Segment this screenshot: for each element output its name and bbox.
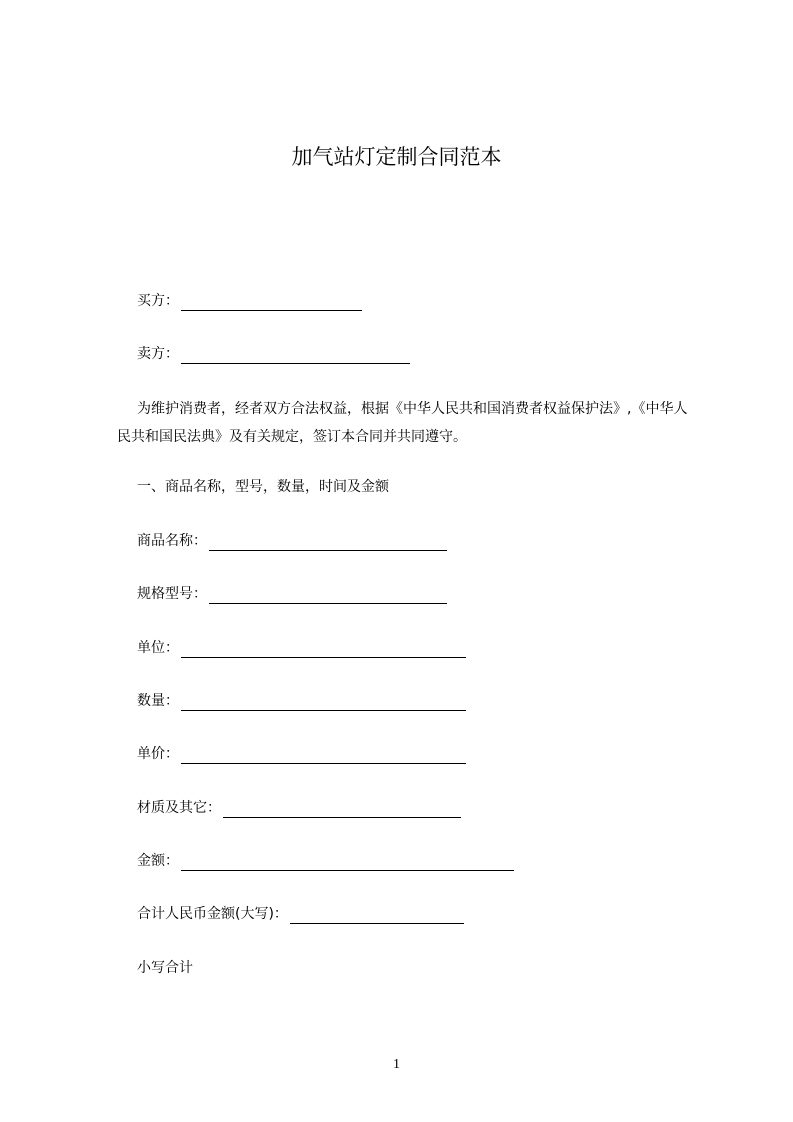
total-rmb-label: 合计人民币金额(大写)： bbox=[137, 906, 288, 922]
subtotal-label: 小写合计 bbox=[137, 960, 193, 976]
amount-blank bbox=[181, 856, 514, 871]
quantity-label: 数量： bbox=[137, 693, 179, 709]
quantity-blank bbox=[181, 696, 466, 711]
spec-model-line bbox=[137, 584, 447, 604]
unit-label: 单位： bbox=[137, 640, 179, 656]
total-rmb-line bbox=[137, 904, 464, 924]
page-number: 1 bbox=[393, 1057, 400, 1072]
buyer-label: 买方： bbox=[137, 293, 179, 309]
section-1-heading: 一、商品名称，型号，数量，时间及金额 bbox=[137, 479, 389, 495]
amount-label: 金额： bbox=[137, 853, 179, 869]
product-name-blank bbox=[209, 536, 447, 551]
unit-price-line bbox=[137, 744, 466, 764]
product-name-label: 商品名称： bbox=[137, 533, 207, 549]
seller-line bbox=[137, 344, 410, 364]
spec-model-label: 规格型号： bbox=[137, 586, 207, 602]
spec-model-blank bbox=[209, 589, 447, 604]
material-blank bbox=[223, 803, 461, 818]
total-rmb-blank bbox=[290, 909, 464, 924]
material-label: 材质及其它： bbox=[137, 800, 221, 816]
material-line bbox=[137, 798, 461, 818]
buyer-blank bbox=[181, 296, 362, 311]
preamble-paragraph: 为维护消费者，经者双方合法权益，根据《中华人民共和国消费者权益保护法》,《中华人民共和国民法典》及有关规定，签订本合同并共同遵守。 bbox=[117, 401, 688, 445]
seller-label: 卖方： bbox=[137, 346, 179, 362]
seller-blank bbox=[181, 349, 410, 364]
unit-line bbox=[137, 638, 466, 658]
amount-line bbox=[137, 851, 514, 871]
product-name-line bbox=[137, 531, 447, 551]
unit-blank bbox=[181, 643, 466, 658]
document-title: 加气站灯定制合同范本 bbox=[291, 145, 502, 169]
unit-price-label: 单价： bbox=[137, 746, 179, 762]
buyer-line bbox=[137, 291, 362, 311]
quantity-line bbox=[137, 691, 466, 711]
unit-price-blank bbox=[181, 749, 466, 764]
